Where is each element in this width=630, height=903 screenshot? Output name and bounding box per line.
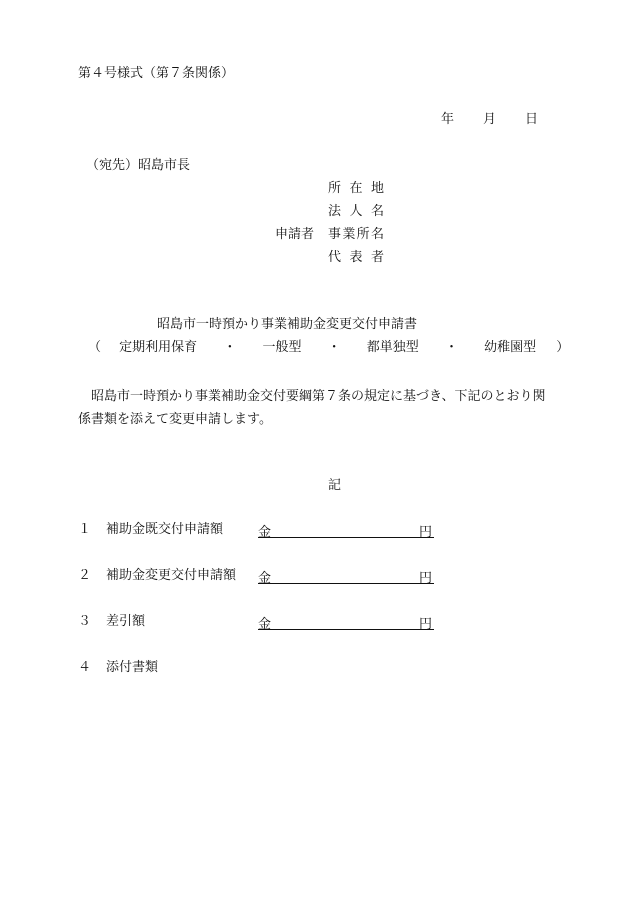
type-option: 一般型 <box>262 340 302 355</box>
date-year-label: 年 <box>441 112 455 127</box>
separator: ・ <box>327 340 341 355</box>
item-row <box>78 568 236 584</box>
ki-heading: 記 <box>328 478 342 493</box>
type-option: 定期利用保育 <box>119 340 198 355</box>
amount-field[interactable] <box>258 614 434 630</box>
amount-field[interactable] <box>258 568 434 584</box>
item-number: ４ <box>78 660 92 675</box>
field-representative-label: 代表者 <box>328 250 384 265</box>
item-row <box>78 660 158 676</box>
item-row <box>78 614 145 630</box>
item-row <box>78 522 223 538</box>
item-label: 添付書類 <box>106 660 159 675</box>
type-options <box>88 340 569 356</box>
amount-unit: 円 <box>418 525 432 540</box>
item-label: 差引額 <box>106 614 146 629</box>
item-label: 補助金変更交付申請額 <box>106 568 237 583</box>
date-month-label: 月 <box>483 112 497 127</box>
item-number: ２ <box>78 568 92 583</box>
amount-prefix: 金 <box>258 571 272 586</box>
paren-open: （ <box>88 340 102 355</box>
addressee: （宛先）昭島市長 <box>86 158 191 173</box>
item-label: 補助金既交付申請額 <box>106 522 224 537</box>
field-corporation-label: 法人名 <box>328 204 384 219</box>
item-number: ３ <box>78 614 92 629</box>
amount-field[interactable] <box>258 522 434 538</box>
type-option: 幼稚園型 <box>484 340 537 355</box>
separator: ・ <box>444 340 458 355</box>
amount-prefix: 金 <box>258 617 272 632</box>
paren-close: ） <box>556 340 570 355</box>
item-number: １ <box>78 522 92 537</box>
body-paragraph: 昭島市一時預かり事業補助金交付要綱第７条の規定に基づき、下記のとおり関係書類を添えて変更申請します。 <box>78 389 546 427</box>
form-number: 第４号様式（第７条関係） <box>78 66 235 81</box>
document-title: 昭島市一時預かり事業補助金変更交付申請書 <box>157 317 418 332</box>
amount-unit: 円 <box>418 617 432 632</box>
field-address-label: 所在地 <box>328 181 384 196</box>
date-day-label: 日 <box>525 112 539 127</box>
separator: ・ <box>223 340 237 355</box>
type-option: 都単独型 <box>366 340 419 355</box>
amount-unit: 円 <box>418 571 432 586</box>
field-office-label: 事業所名 <box>328 227 384 242</box>
applicant-label: 申請者 <box>275 227 315 242</box>
amount-prefix: 金 <box>258 525 272 540</box>
